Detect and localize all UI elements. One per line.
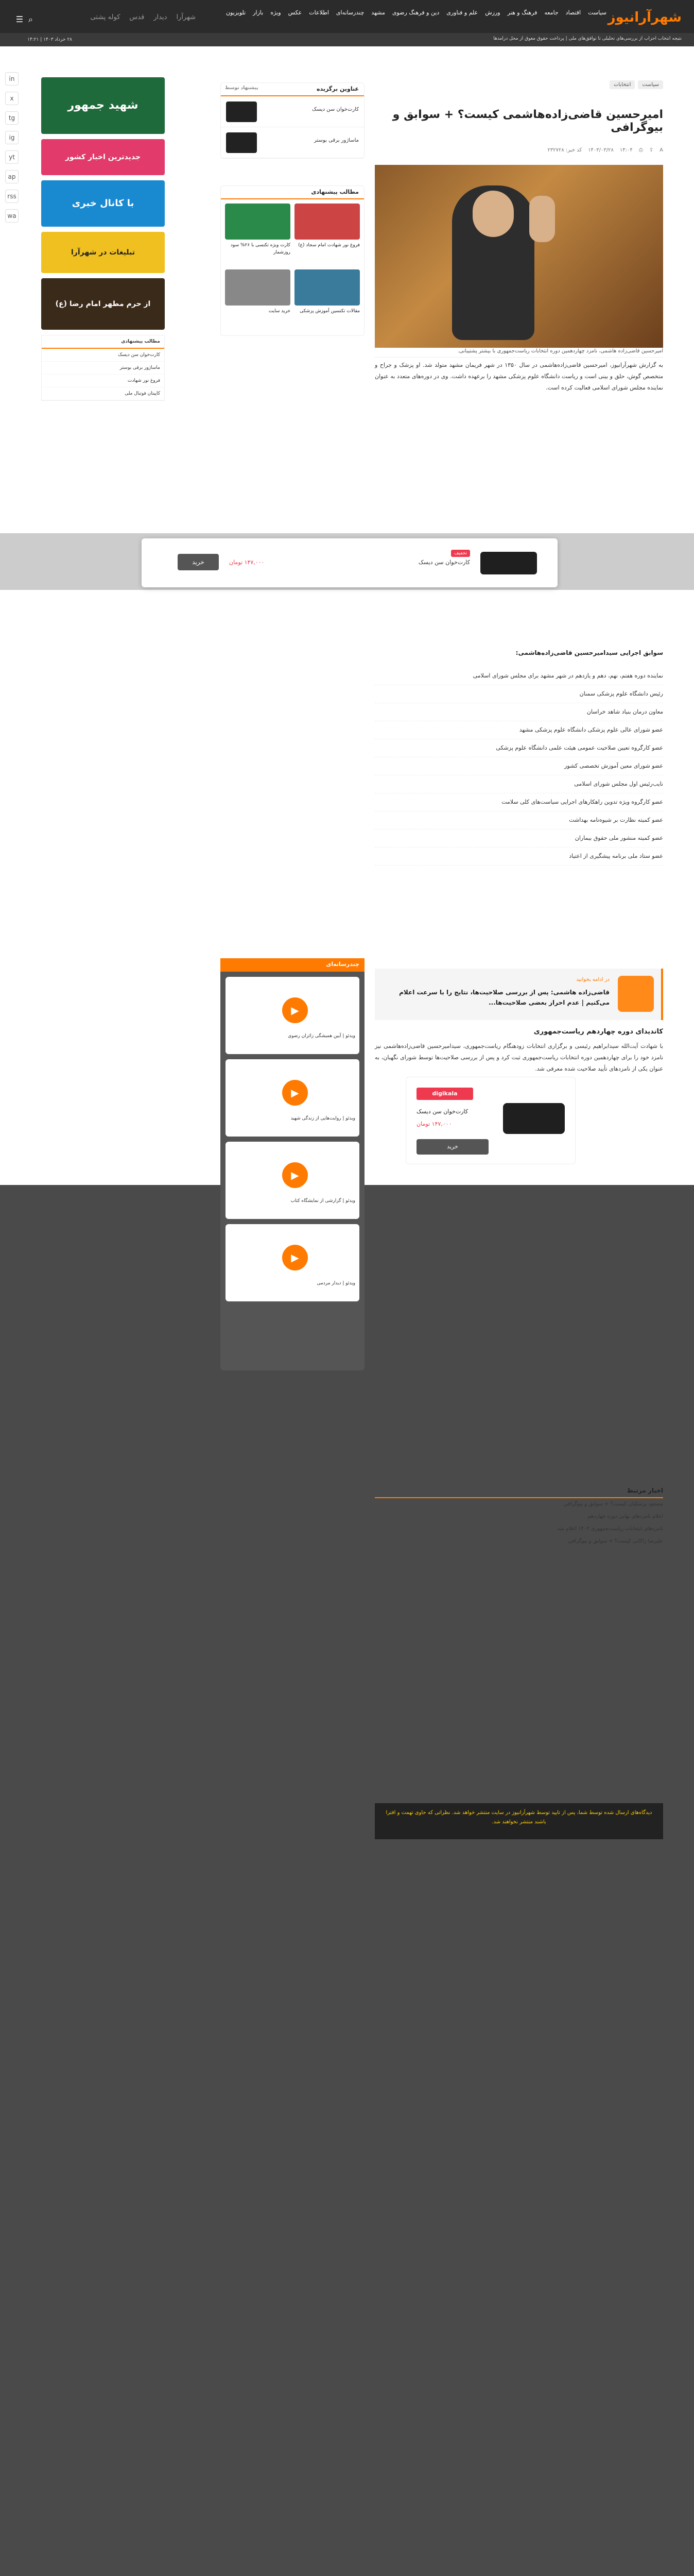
page-background — [0, 1865, 694, 2576]
publish-time: ۱۴:۰۴ — [619, 147, 633, 153]
popup-buy-button[interactable]: خرید — [178, 554, 219, 570]
popup-product-image — [480, 552, 537, 574]
telegram-icon[interactable]: tg — [5, 111, 19, 125]
list-item: عضو کمیته منشور ملی حقوق بیماران — [375, 829, 663, 848]
list-item: عضو کارگروه ویژه تدوین راهکارهای اجرایی سیاست‌های کلی سلامت — [375, 793, 663, 811]
card-heading — [221, 83, 364, 96]
sponsor-tag: پیشنهاد توسط — [225, 86, 258, 91]
article-lead: به گزارش شهرآرانیوز، امیرحسین قاضی‌زاده‌هاشمی در سال ۱۳۵۰ در شهر فریمان مشهد متولد شد. او پزشک و جراح و متخصص گوش، حلق و بینی است و ریاست دانشگاه علوم پزشکی مشهد را برعهده داشت. وی در دوره‌های متعدد به عنوان نماینده مجلس شورای اسلامی فعالیت کرده است. — [375, 362, 664, 391]
person-head — [473, 191, 514, 237]
list-item: نماینده دوره هفتم، نهم، دهم و یازدهم در شهر مشهد برای مجلس شورای اسلامی — [375, 667, 663, 685]
header — [0, 0, 694, 46]
hero-image — [375, 165, 663, 348]
section-text: با شهادت آیت‌الله سیدابراهیم رئیسی و برگزاری انتخابات زودهنگام ریاست‌جمهوری، سیدامیرحسین قاضی‌زاده‌هاشمی نیز نامزد خود را برای چهاردهمین دوره انتخابات ریاست‌جمهوری ثبت کرد و پس از بررسی صلاحیت‌ها توسط شورای نگهبان، به عنوان یکی از نامزدهای تأیید صلاحیت شده معرفی شد. — [375, 1043, 663, 1072]
video-card[interactable] — [225, 1224, 359, 1301]
quote-text[interactable]: قاضی‌زاده هاشمی: پس از بررسی صلاحیت‌ها، نتایج را با سرعت اعلام می‌کنیم | عدم احراز بعضی صلاحیت‌ها... — [399, 989, 610, 1006]
search-icon[interactable]: ⌕ — [28, 14, 33, 24]
play-icon[interactable]: ▶ — [282, 1245, 308, 1270]
nav-item[interactable]: جامعه — [544, 9, 559, 16]
nav-item[interactable]: اقتصاد — [565, 9, 581, 16]
main-nav — [215, 9, 606, 30]
breadcrumb — [610, 80, 663, 89]
news-card[interactable] — [294, 269, 360, 331]
date-display: ۲۸ خرداد ۱۴۰۳ | ۱۴:۲۱ — [27, 37, 72, 42]
video-title[interactable]: ویدئو | روایت‌هایی از زندگی شهید — [290, 1116, 355, 1121]
linkedin-icon[interactable]: in — [5, 72, 19, 86]
news-card[interactable] — [294, 204, 360, 265]
product-card — [406, 1077, 576, 1164]
video-heading: چندرسانه‌ای — [220, 958, 365, 972]
nav-item[interactable]: مشهد — [371, 9, 385, 16]
partner-logos — [41, 13, 196, 29]
image-caption: امیرحسین قاضی‌زاده هاشمی، نامزد چهاردهمین دوره انتخابات ریاست‌جمهوری با بیشتر پشتیبانی. — [375, 345, 663, 358]
youtube-icon[interactable]: yt — [5, 150, 19, 164]
whatsapp-icon[interactable]: wa — [5, 209, 19, 223]
news-card[interactable] — [225, 269, 290, 331]
ad-banner[interactable]: تبلیغات در شهرآرا — [41, 232, 165, 273]
news-thumb — [225, 269, 290, 306]
list-item: عضو کمیته نظارت بر شیوه‌نامه بهداشت — [375, 811, 663, 829]
play-icon[interactable]: ▶ — [282, 1162, 308, 1188]
roles-heading: سوابق اجرایی سیدامیرحسین قاضی‌زاده‌هاشمی: — [515, 649, 663, 656]
ad-banner[interactable]: جدیدترین اخبار کشور — [41, 139, 165, 175]
play-icon[interactable]: ▶ — [282, 1080, 308, 1106]
popup-product-title[interactable]: کارت‌خوان سن دیسک — [418, 559, 470, 566]
list-item: عضو ستاد ملی برنامه پیشگیری از اعتیاد — [375, 848, 663, 866]
nav-item[interactable]: فرهنگ و هنر — [507, 9, 537, 16]
person-hand — [529, 196, 555, 242]
video-section — [220, 958, 365, 1370]
article — [375, 77, 663, 1108]
partner-logo[interactable]: کوله پشتی — [90, 13, 120, 21]
discount-badge: تخفیف — [451, 550, 470, 557]
breadcrumb-item[interactable]: انتخابات — [610, 80, 635, 89]
product-popup — [142, 538, 558, 587]
video-card[interactable] — [225, 1142, 359, 1219]
comment-warning: دیدگاه‌های ارسال شده توسط شما، پس از تایید توسط شهرآرانیوز در سایت منتشر خواهد شد. نظراتی که حاوی تهمت و افترا باشند منتشر نخواهند شد. — [375, 1803, 663, 1839]
list-item[interactable]: فروغ نور شهادت — [42, 375, 164, 387]
list-item: عضو کارگروه تعیین صلاحیت عمومی هیئت علمی دانشگاه علوم پزشکی — [375, 739, 663, 757]
body-section — [375, 1028, 663, 1075]
share-icon[interactable]: ⇪ — [649, 147, 654, 153]
article-title: امیرحسین قاضی‌زاده‌هاشمی کیست؟ + سوابق و بیوگرافی — [392, 108, 663, 134]
news-title[interactable]: مقالات تکنسین آموزش پزشکی — [300, 309, 360, 314]
list-item[interactable]: کارت‌خوان سن دیسک — [42, 349, 164, 362]
list-item[interactable]: ماساژور برقی بوستر — [42, 362, 164, 375]
nav-item[interactable]: سیاست — [588, 9, 606, 16]
list-item: معاون درمان بنیاد شاهد خراسان — [375, 703, 663, 721]
digikala-logo: digikala — [417, 1088, 473, 1100]
card-heading: مطالب پیشنهادی — [221, 186, 364, 199]
site-logo[interactable]: شهرآرانیوز — [608, 10, 682, 25]
related-item[interactable]: نامزدهای انتخابات ریاست‌جمهوری ۱۴۰۳ اعلام شد — [557, 1526, 663, 1532]
quote-thumbnail — [618, 976, 654, 1012]
suggested-articles — [220, 185, 365, 336]
partner-logo[interactable]: قدس — [129, 13, 145, 21]
news-grid — [221, 199, 364, 335]
quote-label: در ادامه بخوانید — [576, 977, 610, 982]
article-meta — [375, 144, 663, 156]
product-thumb — [226, 101, 257, 122]
video-title[interactable]: ویدئو | آیین همیشگی زائران رضوی — [288, 1033, 355, 1039]
page — [0, 0, 694, 1286]
instagram-icon[interactable]: ig — [5, 131, 19, 144]
product-image — [503, 1103, 565, 1134]
nav-item[interactable]: بازار — [253, 9, 264, 16]
list-heading: مطالب پیشنهادی — [42, 335, 164, 349]
product-item[interactable] — [221, 96, 364, 127]
related-heading: اخبار مرتبط — [375, 1484, 663, 1498]
suggested-list — [41, 335, 165, 401]
sidebar-left — [41, 77, 165, 1108]
list-item[interactable]: کاپیتان فوتبال ملی — [42, 387, 164, 400]
card-title: عناوین برگزیده — [316, 86, 359, 92]
news-thumb — [225, 204, 290, 240]
product-name[interactable]: ماساژور برقی بوستر — [314, 138, 359, 143]
video-title[interactable]: ویدئو | گزارشی از نمایشگاه کتاب — [290, 1198, 355, 1204]
product-price: ۱۴۷,۰۰۰ تومان — [417, 1121, 452, 1127]
partner-logo[interactable]: شهرآرا — [176, 13, 196, 21]
nav-item[interactable]: عکس — [288, 9, 302, 16]
related-news — [375, 1484, 663, 1548]
product-item[interactable] — [221, 127, 364, 158]
aparat-icon[interactable]: ap — [5, 170, 19, 183]
twitter-icon[interactable]: x — [5, 92, 19, 105]
ticker-text[interactable]: نتیجه انتخاب احزاب از بررسی‌های تحلیلی تا توافق‌های ملی | پرداخت حقوق معوق از محل درآمدها — [493, 36, 682, 41]
menu-icon[interactable]: ☰ — [15, 14, 24, 24]
list-item: عضو شورای معین آموزش تخصصی کشور — [375, 757, 663, 775]
video-title[interactable]: ویدئو | دیدار مردمی — [317, 1281, 355, 1286]
list-item: رئیس دانشگاه علوم پزشکی سمنان — [375, 685, 663, 703]
news-thumb — [294, 269, 360, 306]
nav-item[interactable]: ورزش — [485, 9, 500, 16]
ad-banner[interactable]: با کانال خبری — [41, 180, 165, 227]
popup-price: ۱۴۷,۰۰۰ تومان — [229, 559, 265, 566]
breadcrumb-item[interactable]: سیاست — [638, 80, 663, 89]
news-ticker — [0, 33, 694, 46]
news-title[interactable]: کارت ویژه تکنسی با ۲۶% سود روزشمار — [230, 243, 290, 255]
roles-list — [375, 667, 663, 866]
list-item: عضو شورای عالی علوم پزشکی دانشگاه علوم پزشکی مشهد — [375, 721, 663, 739]
product-title[interactable]: کارت‌خوان سن دیسک — [417, 1108, 469, 1115]
product-thumb — [226, 132, 257, 153]
related-item[interactable]: علیرضا زاکانی کیست؟ + سوابق و بیوگرافی — [568, 1538, 663, 1544]
nav-item[interactable]: دین و فرهنگ رضوی — [392, 9, 440, 16]
ad-banner[interactable]: از حرم مطهر امام رضا (ع) — [41, 278, 165, 330]
nav-item[interactable]: ویژه — [270, 9, 281, 16]
picked-products — [220, 82, 365, 159]
buy-button[interactable]: خرید — [417, 1139, 489, 1155]
news-title[interactable]: خرید سایت — [268, 309, 290, 314]
news-thumb — [294, 204, 360, 240]
related-quote[interactable] — [375, 969, 663, 1020]
print-icon[interactable]: ⎙ — [638, 147, 643, 153]
nav-item[interactable]: تلویزیون — [225, 9, 246, 16]
social-bar — [3, 72, 19, 222]
ad-banner[interactable]: شهید جمهور — [41, 77, 165, 134]
related-item[interactable]: مسعود پزشکیان کیست؟ + سوابق و بیوگرافی — [563, 1501, 663, 1507]
nav-item[interactable]: چندرسانه‌ای — [336, 9, 365, 16]
nav-item[interactable]: اطلاعات — [309, 9, 329, 16]
play-icon[interactable]: ▶ — [282, 997, 308, 1023]
news-code: کد خبر: ۲۳۲۷۲۸ — [547, 147, 582, 153]
product-name[interactable]: کارت‌خوان سن دیسک — [312, 107, 359, 112]
rss-icon[interactable]: rss — [5, 190, 19, 203]
list-item: نایب‌رئیس اول مجلس شورای اسلامی — [375, 775, 663, 793]
sidebar-middle — [220, 77, 365, 1286]
nav-item[interactable]: علم و فناوری — [446, 9, 478, 16]
news-card[interactable] — [225, 204, 290, 265]
partner-logo[interactable]: دیدار — [153, 13, 167, 21]
news-title[interactable]: فروغ نور شهادت امام سجاد (ع) — [298, 243, 360, 248]
video-card[interactable] — [225, 977, 359, 1054]
publish-date: ۱۴۰۳/۰۳/۲۸ — [588, 147, 614, 153]
video-card[interactable] — [225, 1059, 359, 1137]
related-item[interactable]: اعلام نامزدهای نهایی دوره چهاردهم — [587, 1514, 663, 1519]
section-heading: کاندیدای دوره چهاردهم ریاست‌جمهوری — [533, 1028, 663, 1036]
font-size-icon[interactable]: A — [660, 147, 663, 153]
header-icons — [7, 14, 33, 27]
